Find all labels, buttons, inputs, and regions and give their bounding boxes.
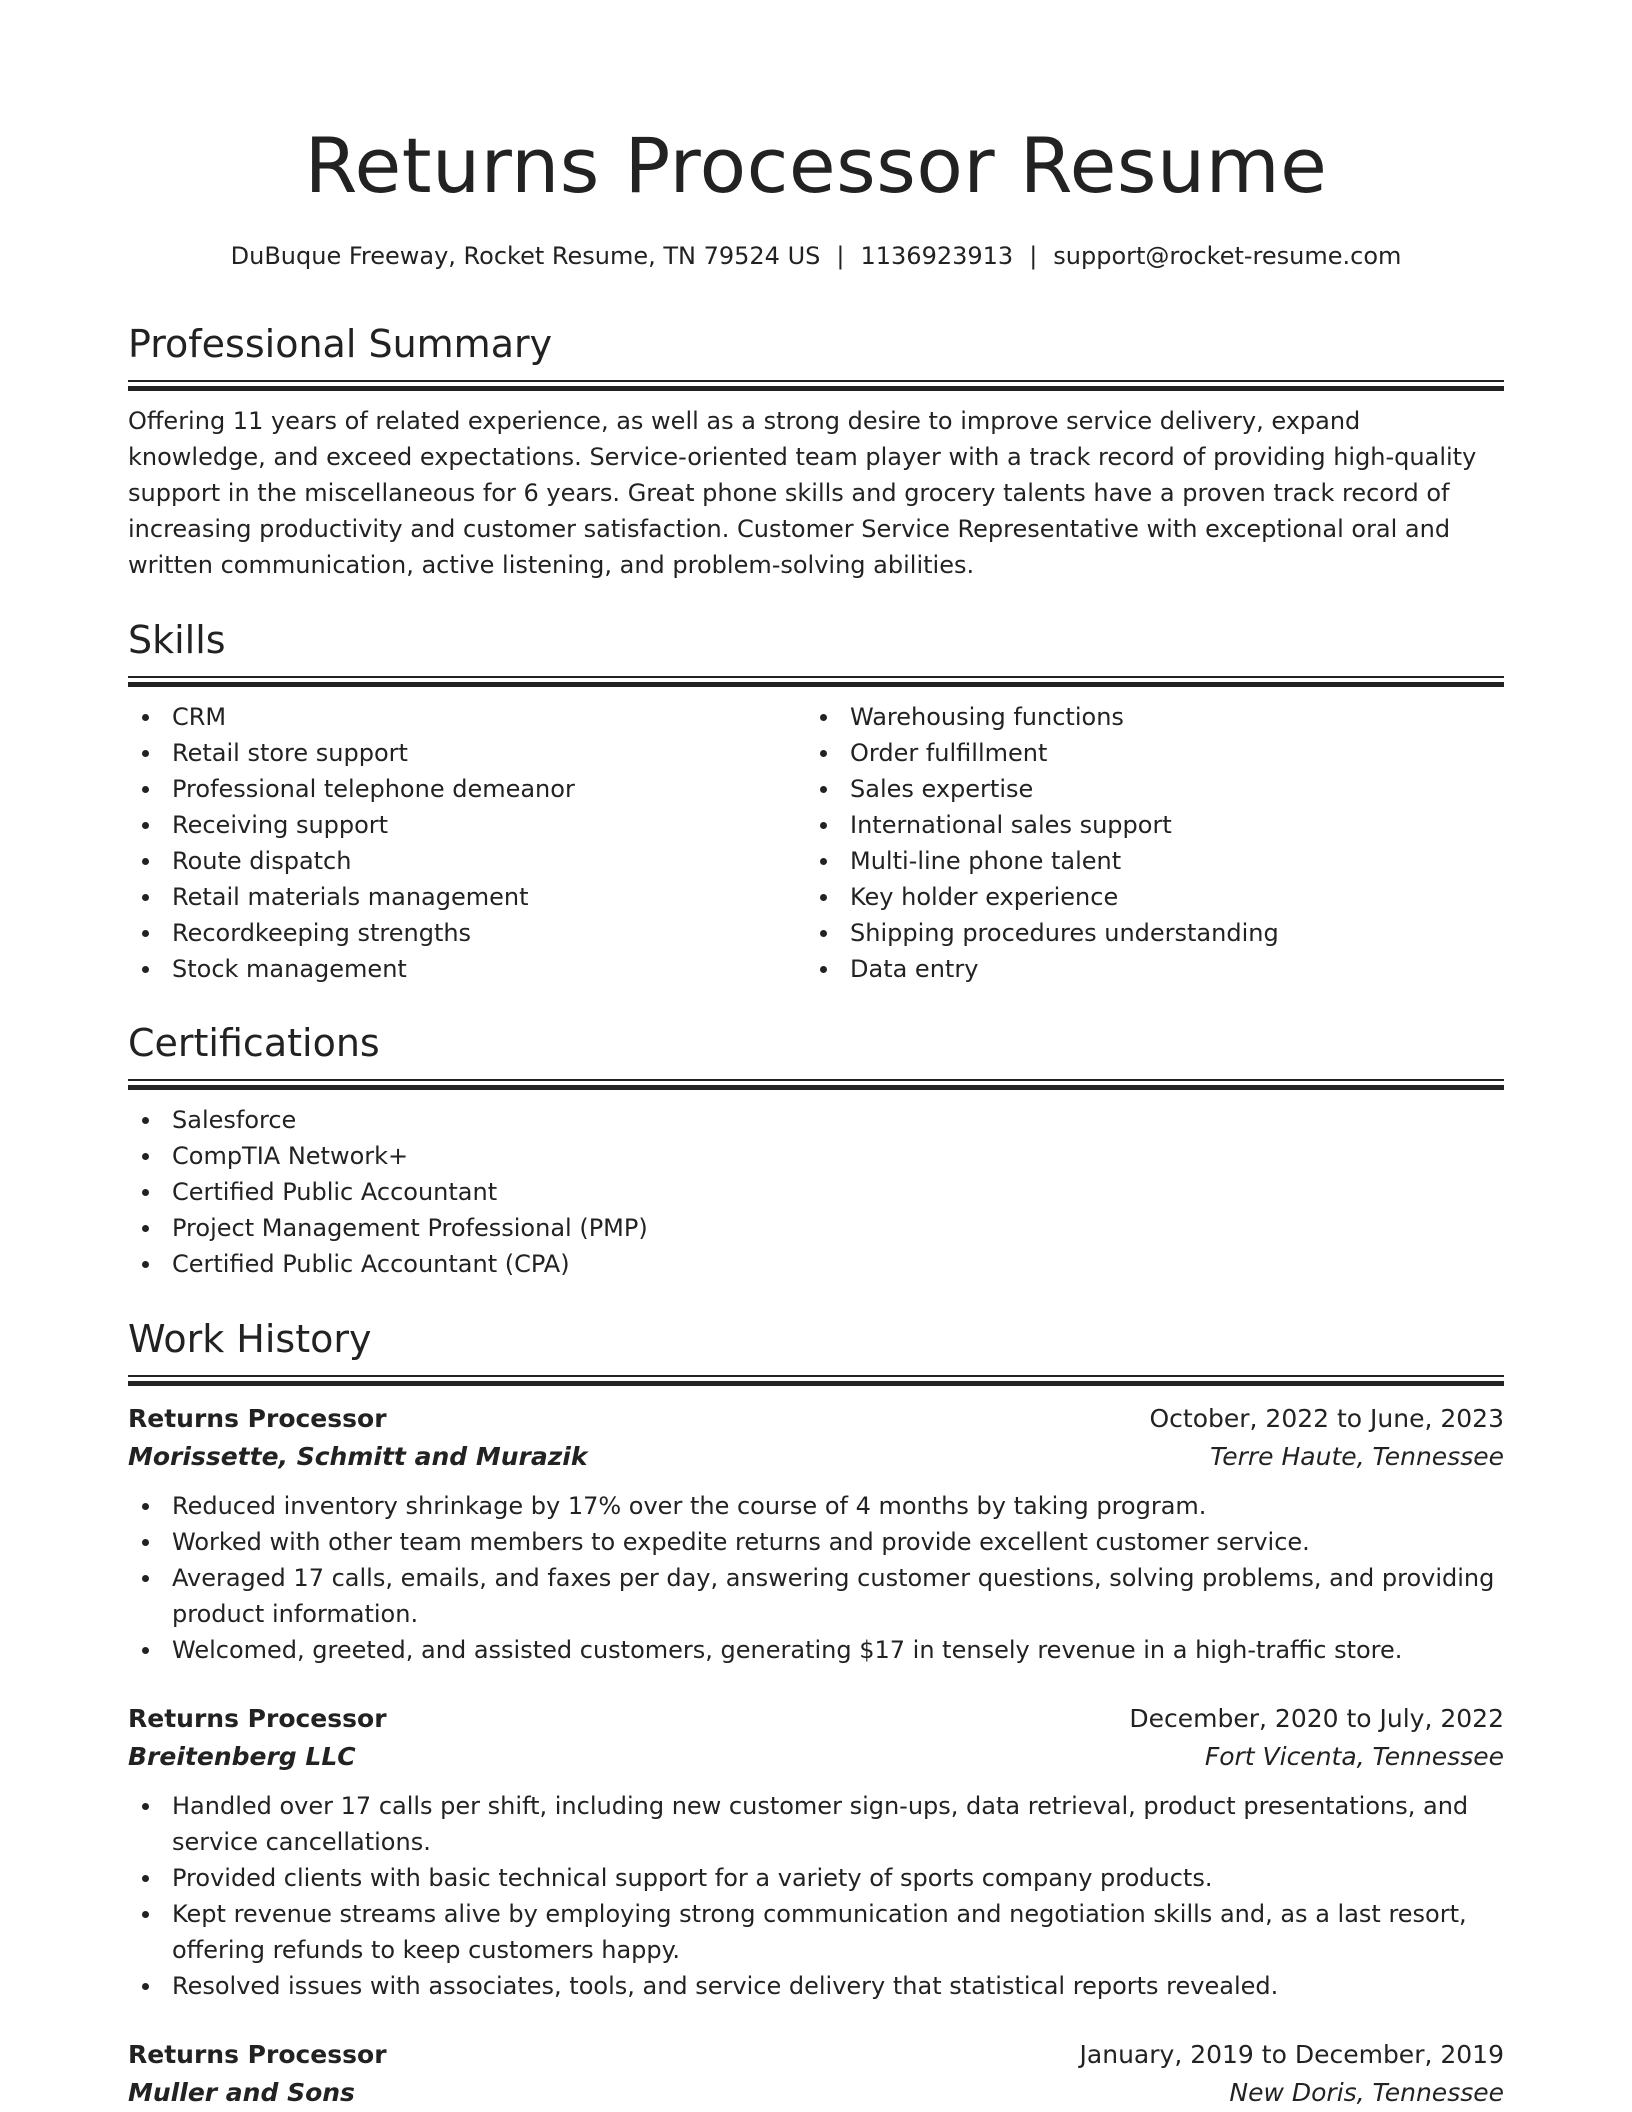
job-bullet: Welcomed, greeted, and assisted customers, generating $17 in tensely revenue in a high-traffic store.	[128, 1632, 1504, 1668]
skill-item: International sales support	[806, 807, 1484, 843]
section-divider	[128, 1085, 1504, 1090]
skills-heading: Skills	[128, 618, 226, 662]
contact-line	[128, 238, 1504, 274]
skill-item: Warehousing functions	[806, 699, 1484, 735]
skill-item: Retail materials management	[128, 879, 806, 915]
skill-item: Multi-line phone talent	[806, 843, 1484, 879]
job-bullet: Provided clients with basic technical support for a variety of sports company products.	[128, 1860, 1504, 1896]
job-header-row	[128, 2036, 1504, 2074]
certification-item: Salesforce	[128, 1102, 1504, 1138]
job-company-row	[128, 1438, 1504, 1476]
resume-title: Returns Processor Resume	[304, 121, 1328, 210]
job-title: Returns Processor	[128, 1704, 387, 1733]
job-company: Breitenberg LLC	[128, 1742, 356, 1771]
job-bullet: Reduced inventory shrinkage by 17% over the course of 4 months by taking program.	[128, 1488, 1504, 1524]
job-entry	[128, 1400, 1504, 1668]
job-dates: December, 2020 to July, 2022	[1129, 1704, 1504, 1733]
skills-list-right	[806, 699, 1484, 987]
contact-separator: |	[836, 242, 845, 270]
job-bullet: Resolved issues with associates, tools, and service delivery that statistical reports revealed.	[128, 1968, 1504, 2004]
contact-phone: 1136923913	[860, 242, 1014, 270]
job-header-row	[128, 1400, 1504, 1438]
skill-item: Shipping procedures understanding	[806, 915, 1484, 951]
skill-item: Professional telephone demeanor	[128, 771, 806, 807]
skill-item: Key holder experience	[806, 879, 1484, 915]
summary-section	[128, 318, 1504, 583]
job-bullet: Kept revenue streams alive by employing strong communication and negotiation skills and, as a last resort, offering refunds to keep customers happy.	[128, 1896, 1504, 1968]
contact-address: DuBuque Freeway, Rocket Resume, TN 79524 US	[230, 242, 821, 270]
job-title: Returns Processor	[128, 1404, 387, 1433]
job-entry	[128, 2036, 1504, 2112]
skill-item: Data entry	[806, 951, 1484, 987]
job-company: Muller and Sons	[128, 2078, 355, 2107]
work-history-section	[128, 1313, 1504, 2112]
job-bullets	[128, 1488, 1504, 1668]
section-divider	[128, 676, 1504, 678]
skill-item: CRM	[128, 699, 806, 735]
job-header-row	[128, 1700, 1504, 1738]
contact-separator: |	[1029, 242, 1038, 270]
job-dates: October, 2022 to June, 2023	[1149, 1404, 1504, 1433]
job-company-row	[128, 2074, 1504, 2112]
section-divider	[128, 1375, 1504, 1377]
skills-section	[128, 614, 1504, 987]
section-divider	[128, 1079, 1504, 1081]
job-entry	[128, 1700, 1504, 2004]
job-company: Morissette, Schmitt and Murazik	[128, 1442, 588, 1471]
section-divider	[128, 386, 1504, 391]
job-company-row	[128, 1738, 1504, 1776]
skill-item: Retail store support	[128, 735, 806, 771]
skill-item: Stock management	[128, 951, 806, 987]
certification-item: Certified Public Accountant (CPA)	[128, 1246, 1504, 1282]
job-bullet: Averaged 17 calls, emails, and faxes per day, answering customer questions, solving problems, and providing product information.	[128, 1560, 1504, 1632]
certifications-heading: Certifications	[128, 1021, 380, 1065]
summary-text: Offering 11 years of related experience, as well as a strong desire to improve service delivery, expand knowledge, and exceed expectations. Service-oriented team player with a track record of providing high-quality support in the miscellaneous for 6 years. Great phone skills and grocery talents have a proven track record of increasing productivity and customer satisfaction. Customer Service Representative with exceptional oral and written communication, active listening, and problem-solving abilities.	[128, 407, 1477, 579]
certification-item: Project Management Professional (PMP)	[128, 1210, 1504, 1246]
section-divider	[128, 1381, 1504, 1386]
skill-item: Receiving support	[128, 807, 806, 843]
skill-item: Route dispatch	[128, 843, 806, 879]
job-location: Terre Haute, Tennessee	[1210, 1442, 1504, 1471]
skill-item: Sales expertise	[806, 771, 1484, 807]
certification-item: Certified Public Accountant	[128, 1174, 1504, 1210]
skill-item: Order fulfillment	[806, 735, 1484, 771]
section-divider	[128, 380, 1504, 382]
skill-item: Recordkeeping strengths	[128, 915, 806, 951]
job-location: Fort Vicenta, Tennessee	[1204, 1742, 1504, 1771]
job-dates: January, 2019 to December, 2019	[1079, 2040, 1504, 2069]
certifications-list	[128, 1102, 1504, 1282]
summary-heading: Professional Summary	[128, 322, 553, 366]
certification-item: CompTIA Network+	[128, 1138, 1504, 1174]
contact-email: support@rocket-resume.com	[1053, 242, 1402, 270]
certifications-section	[128, 1017, 1504, 1282]
job-location: New Doris, Tennessee	[1229, 2078, 1504, 2107]
work-history-heading: Work History	[128, 1317, 372, 1361]
job-bullet: Handled over 17 calls per shift, including new customer sign-ups, data retrieval, product presentations, and service cancellations.	[128, 1788, 1504, 1860]
job-bullets	[128, 1788, 1504, 2004]
job-title: Returns Processor	[128, 2040, 387, 2069]
skills-list-left	[128, 699, 806, 987]
skills-columns	[128, 687, 1504, 987]
job-bullet: Worked with other team members to expedite returns and provide excellent customer service.	[128, 1524, 1504, 1560]
